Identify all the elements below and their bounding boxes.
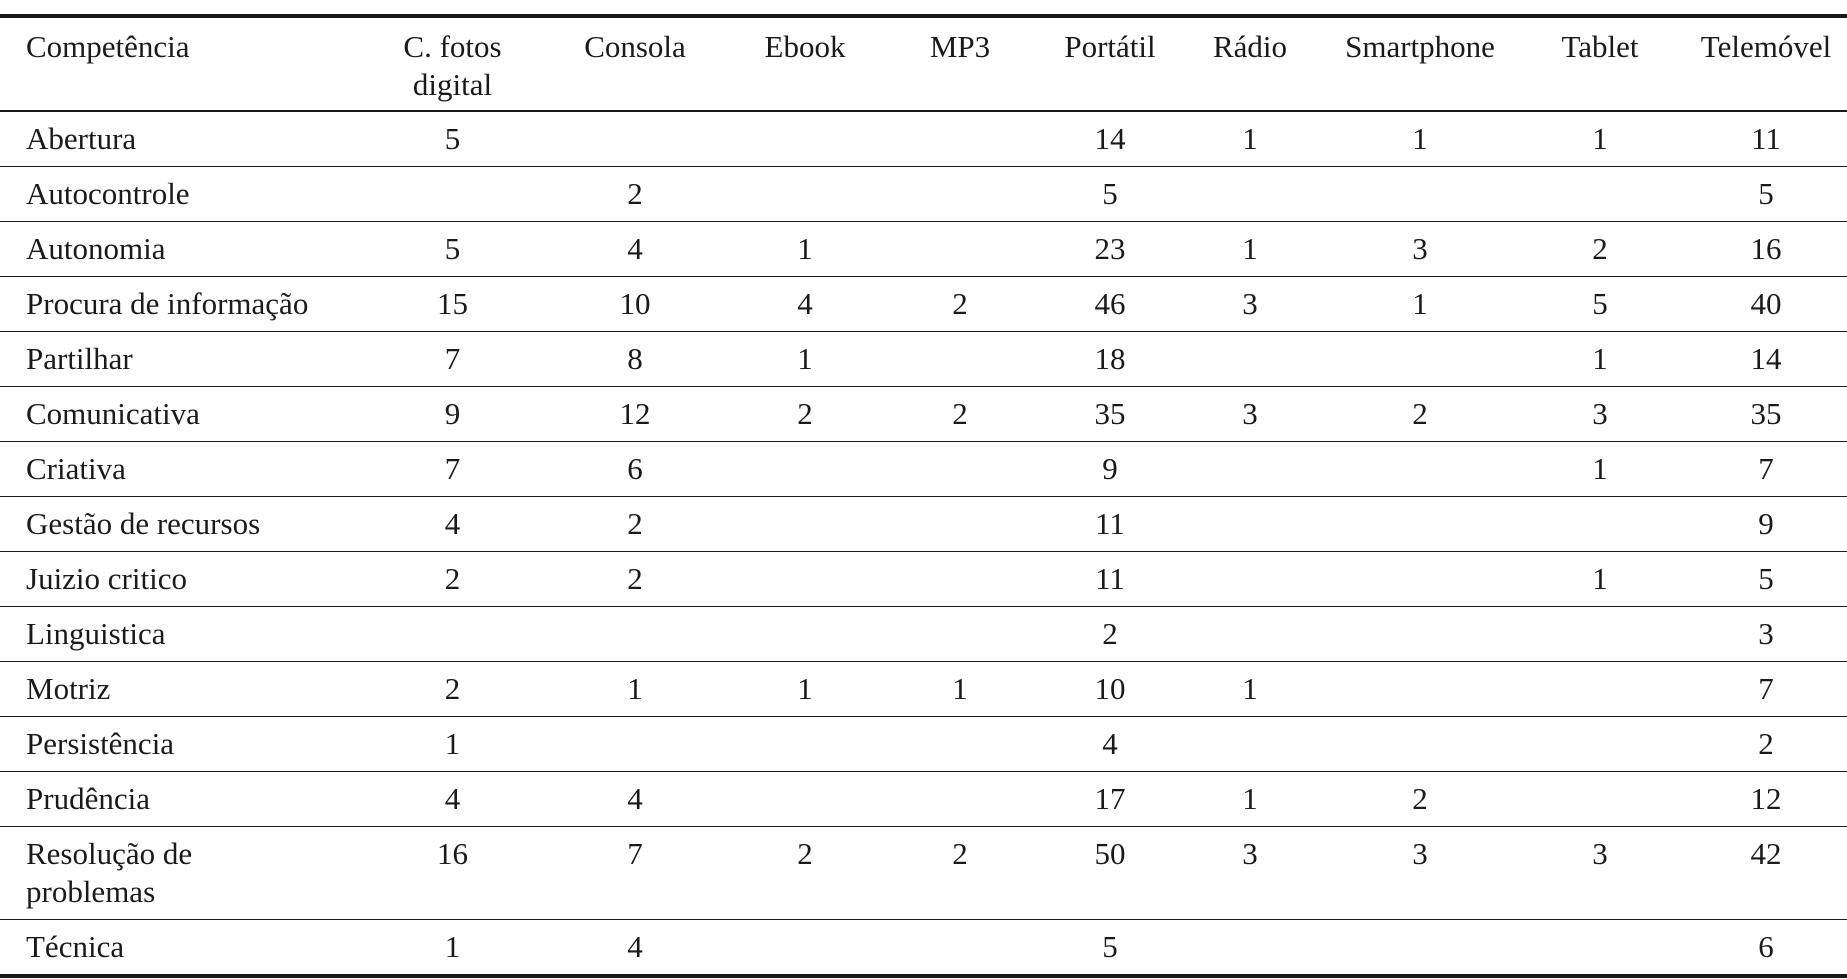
count-cell: 2 <box>797 836 813 871</box>
table-row <box>0 607 1847 662</box>
count-cell <box>875 717 1045 772</box>
count-cell: 15 <box>437 286 468 321</box>
table-row <box>0 167 1847 222</box>
count-cell: 7 <box>1758 671 1774 706</box>
count-cell <box>875 552 1045 607</box>
count-cell <box>370 607 535 662</box>
count-cell: 2 <box>627 506 643 541</box>
count-cell: 4 <box>627 929 643 964</box>
count-cell: 11 <box>1095 561 1125 596</box>
count-cell: 1 <box>797 341 813 376</box>
count-cell: 2 <box>1592 231 1608 266</box>
row-label-cell: Autonomia <box>26 231 166 266</box>
count-cell <box>1325 662 1515 717</box>
table-row <box>0 442 1847 497</box>
table-row <box>0 111 1847 167</box>
count-cell <box>535 607 735 662</box>
count-cell: 4 <box>444 781 461 816</box>
count-cell <box>875 332 1045 387</box>
table-header-row <box>0 16 1847 111</box>
count-cell: 3 <box>1242 286 1258 321</box>
count-cell: 3 <box>1592 836 1608 871</box>
count-cell <box>735 111 875 167</box>
count-cell <box>1325 497 1515 552</box>
count-cell: 35 <box>1094 396 1126 431</box>
count-cell: 1 <box>627 671 643 706</box>
count-cell: 4 <box>1102 726 1118 761</box>
row-label-cell: Resolução de problemas <box>26 836 193 909</box>
table-row <box>0 222 1847 277</box>
count-cell: 3 <box>1242 396 1258 431</box>
count-cell: 11 <box>1095 506 1125 541</box>
count-cell: 9 <box>1102 451 1118 486</box>
count-cell: 2 <box>627 561 643 596</box>
count-cell: 2 <box>1412 396 1428 431</box>
count-cell <box>735 497 875 552</box>
count-cell: 1 <box>1242 231 1258 266</box>
count-cell: 2 <box>1412 781 1428 816</box>
count-cell: 1 <box>797 671 813 706</box>
count-cell <box>1325 717 1515 772</box>
column-header: Telemóvel <box>1700 29 1832 64</box>
count-cell <box>1175 167 1325 222</box>
count-cell: 5 <box>1102 929 1118 964</box>
count-cell: 42 <box>1750 836 1782 871</box>
count-cell: 1 <box>1592 561 1608 596</box>
count-cell <box>735 772 875 827</box>
count-cell <box>535 717 735 772</box>
count-cell: 2 <box>1102 616 1118 651</box>
count-cell <box>1515 607 1685 662</box>
count-cell <box>735 717 875 772</box>
count-cell <box>875 497 1045 552</box>
count-cell <box>875 167 1045 222</box>
count-cell: 7 <box>627 836 643 871</box>
count-cell: 1 <box>952 671 968 706</box>
count-cell: 1 <box>1592 121 1608 156</box>
column-header: Tablet <box>1561 29 1639 64</box>
count-cell <box>1515 920 1685 977</box>
table-row <box>0 332 1847 387</box>
count-cell <box>1325 552 1515 607</box>
count-cell: 46 <box>1094 286 1126 321</box>
count-cell: 1 <box>797 231 813 266</box>
count-cell <box>1175 497 1325 552</box>
count-cell <box>1325 920 1515 977</box>
row-label-cell: Abertura <box>26 121 137 156</box>
column-header: C. fotos digital <box>403 29 502 102</box>
count-cell: 4 <box>797 286 813 321</box>
table-row <box>0 662 1847 717</box>
count-cell: 18 <box>1094 341 1126 376</box>
count-cell <box>735 442 875 497</box>
count-cell <box>1175 717 1325 772</box>
count-cell: 14 <box>1750 341 1782 376</box>
row-label-cell: Autocontrole <box>26 176 190 211</box>
count-cell <box>1175 442 1325 497</box>
table-body <box>0 111 1847 976</box>
count-cell: 3 <box>1758 616 1774 651</box>
count-cell <box>1515 662 1685 717</box>
count-cell: 3 <box>1412 231 1428 266</box>
count-cell: 2 <box>797 396 813 431</box>
count-cell: 2 <box>952 396 968 431</box>
count-cell <box>1175 607 1325 662</box>
count-cell: 9 <box>1758 506 1774 541</box>
count-cell: 2 <box>444 561 461 596</box>
count-cell <box>1515 772 1685 827</box>
count-cell <box>1175 552 1325 607</box>
count-cell: 3 <box>1592 396 1608 431</box>
count-cell: 23 <box>1094 231 1126 266</box>
competencies-device-table <box>0 14 1847 978</box>
count-cell: 2 <box>444 671 461 706</box>
table-row <box>0 717 1847 772</box>
column-header: Portátil <box>1064 29 1156 64</box>
count-cell: 9 <box>444 396 461 431</box>
count-cell <box>1325 442 1515 497</box>
table-row <box>0 920 1847 977</box>
count-cell <box>535 111 735 167</box>
count-cell <box>875 111 1045 167</box>
count-cell <box>735 607 875 662</box>
row-label-cell: Criativa <box>26 451 126 486</box>
count-cell: 5 <box>444 121 461 156</box>
column-header: MP3 <box>929 29 991 64</box>
count-cell <box>735 167 875 222</box>
count-cell: 14 <box>1094 121 1126 156</box>
count-cell: 1 <box>1242 671 1258 706</box>
count-cell: 5 <box>1592 286 1608 321</box>
count-cell: 1 <box>1412 121 1428 156</box>
count-cell: 5 <box>1102 176 1118 211</box>
count-cell <box>1175 332 1325 387</box>
row-label-cell: Comunicativa <box>26 396 200 431</box>
count-cell: 2 <box>952 286 968 321</box>
count-cell: 10 <box>1094 671 1126 706</box>
count-cell: 1 <box>1242 121 1258 156</box>
row-label-cell: Juizio critico <box>26 561 187 596</box>
competencies-table-container <box>0 14 1847 978</box>
count-cell <box>1175 920 1325 977</box>
row-label-cell: Técnica <box>26 929 125 964</box>
row-label-cell: Persistência <box>26 726 175 761</box>
count-cell: 1 <box>1592 451 1608 486</box>
column-header: Smartphone <box>1345 29 1495 64</box>
row-label-cell: Procura de informação <box>26 286 309 321</box>
count-cell: 11 <box>1751 121 1781 156</box>
table-row <box>0 497 1847 552</box>
count-cell <box>1515 167 1685 222</box>
count-cell: 1 <box>1592 341 1608 376</box>
count-cell <box>1325 607 1515 662</box>
count-cell: 12 <box>619 396 651 431</box>
column-header: Rádio <box>1212 29 1288 64</box>
column-header: Competência <box>26 29 190 64</box>
count-cell <box>875 222 1045 277</box>
count-cell: 3 <box>1242 836 1258 871</box>
count-cell: 7 <box>1758 451 1774 486</box>
count-cell: 5 <box>444 231 461 266</box>
count-cell <box>875 442 1045 497</box>
count-cell: 50 <box>1094 836 1126 871</box>
count-cell: 5 <box>1758 561 1774 596</box>
row-label-cell: Prudência <box>26 781 150 816</box>
count-cell: 4 <box>444 506 461 541</box>
row-label-cell: Gestão de recursos <box>26 506 261 541</box>
count-cell: 16 <box>1750 231 1782 266</box>
count-cell: 16 <box>437 836 468 871</box>
count-cell: 2 <box>627 176 643 211</box>
count-cell: 2 <box>1758 726 1774 761</box>
table-row <box>0 772 1847 827</box>
count-cell <box>1515 717 1685 772</box>
column-header: Ebook <box>764 29 846 64</box>
count-cell: 1 <box>1412 286 1428 321</box>
count-cell <box>875 772 1045 827</box>
count-cell <box>1515 497 1685 552</box>
row-label-cell: Motriz <box>26 671 111 706</box>
count-cell: 1 <box>1242 781 1258 816</box>
count-cell <box>370 167 535 222</box>
count-cell: 10 <box>619 286 651 321</box>
count-cell: 17 <box>1094 781 1126 816</box>
table-row <box>0 387 1847 442</box>
count-cell: 12 <box>1750 781 1782 816</box>
table-row <box>0 277 1847 332</box>
count-cell: 3 <box>1412 836 1428 871</box>
count-cell <box>875 920 1045 977</box>
table-row <box>0 552 1847 607</box>
count-cell: 1 <box>444 929 461 964</box>
count-cell: 7 <box>444 451 461 486</box>
count-cell: 6 <box>1758 929 1774 964</box>
count-cell: 4 <box>627 781 643 816</box>
count-cell <box>1325 332 1515 387</box>
count-cell: 4 <box>627 231 643 266</box>
count-cell: 7 <box>444 341 461 376</box>
column-header: Consola <box>584 29 686 64</box>
count-cell: 40 <box>1750 286 1782 321</box>
count-cell: 1 <box>444 726 461 761</box>
count-cell: 6 <box>627 451 643 486</box>
count-cell: 5 <box>1758 176 1774 211</box>
count-cell <box>735 920 875 977</box>
count-cell <box>735 552 875 607</box>
row-label-cell: Partilhar <box>26 341 133 376</box>
count-cell <box>875 607 1045 662</box>
count-cell: 2 <box>952 836 968 871</box>
count-cell: 8 <box>627 341 643 376</box>
count-cell <box>1325 167 1515 222</box>
table-row <box>0 827 1847 920</box>
row-label-cell: Linguistica <box>26 616 166 651</box>
count-cell: 35 <box>1750 396 1782 431</box>
